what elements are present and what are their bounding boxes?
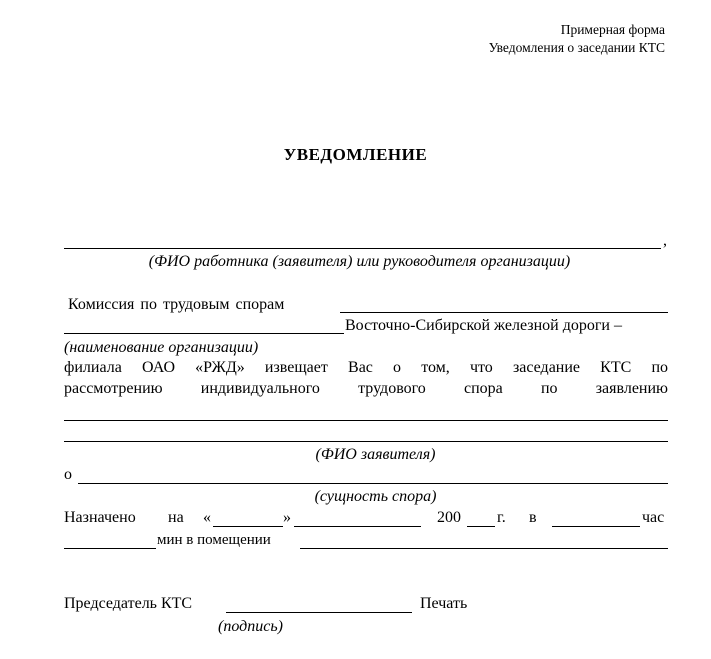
year-suffix: г.	[497, 509, 506, 526]
railway-text: Восточно-Сибирской железной дороги –	[345, 317, 622, 334]
recipient-caption: (ФИО работника (заявителя) или руководителя организации)	[148, 253, 571, 270]
signature-caption: (подпись)	[218, 618, 283, 635]
scheduled-label: Назначено	[64, 509, 136, 526]
applicant-line-2	[64, 441, 668, 442]
quote-open: «	[203, 509, 211, 526]
recipient-name-line	[64, 248, 661, 249]
dispute-caption: (сущность спора)	[314, 488, 437, 505]
hour-word: час	[642, 509, 665, 526]
day-line	[213, 526, 283, 527]
applicant-line-1	[64, 420, 668, 421]
year-prefix: 200	[437, 509, 461, 526]
commission-label: Комиссия по трудовым спорам	[68, 296, 285, 313]
quote-close: »	[283, 509, 291, 526]
applicant-caption: (ФИО заявителя)	[315, 446, 436, 463]
document-title: УВЕДОМЛЕНИЕ	[283, 145, 428, 164]
organization-caption: (наименование организации)	[64, 339, 259, 356]
header-form-subtitle: Уведомления о заседании КТС	[488, 40, 665, 55]
commission-name-line	[340, 312, 668, 313]
chair-label: Председатель КТС	[64, 595, 193, 612]
paragraph-line-1: филиала ОАО «РЖД» извещает Вас о том, что заседание КТС по	[64, 359, 668, 376]
about-prefix: о	[64, 466, 72, 483]
min-room-text: мин в помещении	[157, 532, 271, 548]
paragraph-line-2: рассмотрению индивидуального трудового спора по заявлению	[64, 380, 668, 397]
organization-name-line	[64, 333, 344, 334]
hour-line	[552, 526, 640, 527]
year-line	[467, 526, 495, 527]
room-line	[300, 548, 668, 549]
month-line	[294, 526, 421, 527]
header-form-label: Примерная форма	[560, 22, 665, 37]
stamp-label: Печать	[420, 595, 468, 612]
on-word: на	[168, 509, 184, 526]
dispute-line	[78, 483, 668, 484]
at-word: в	[529, 509, 537, 526]
minutes-line	[64, 548, 156, 549]
signature-line	[226, 612, 412, 613]
recipient-comma: ,	[663, 232, 667, 249]
